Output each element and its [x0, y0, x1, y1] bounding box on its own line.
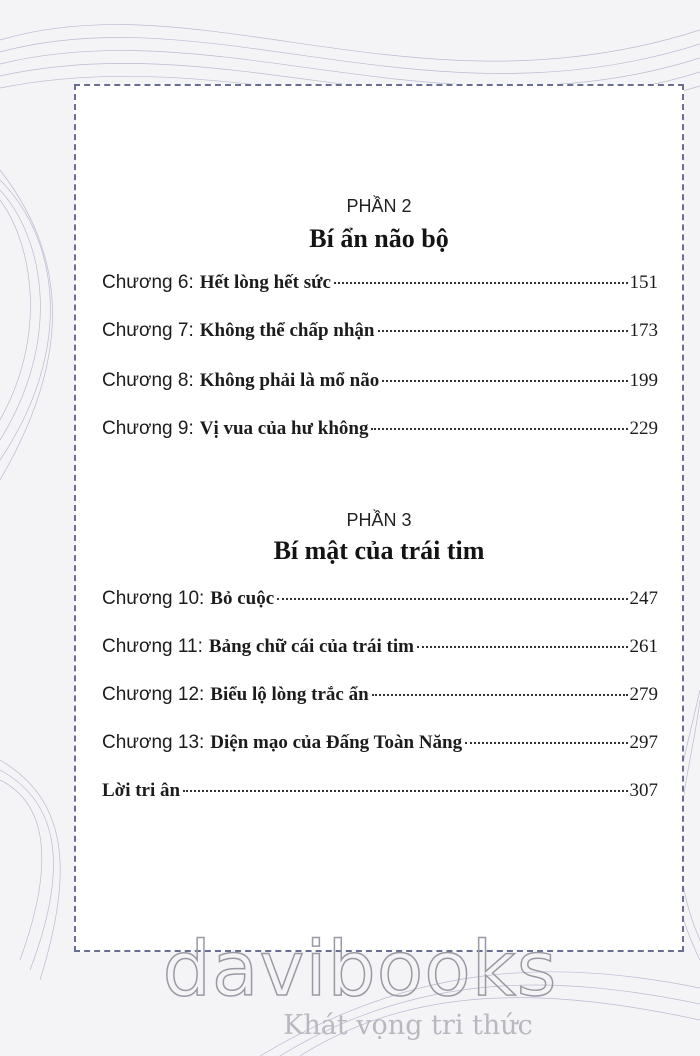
page-number: 199	[629, 370, 658, 391]
chapter-number: Chương 7:	[102, 320, 194, 341]
chapter-title: Bỏ cuộc	[210, 588, 275, 609]
toc-frame	[74, 84, 684, 952]
page-number: 261	[629, 636, 658, 657]
chapter-title: Vị vua của hư không	[199, 418, 369, 439]
dot-leader	[183, 790, 627, 792]
chapter-title: Bảng chữ cái của trái tim	[208, 636, 414, 657]
dot-leader	[372, 694, 628, 696]
dot-leader	[371, 428, 627, 430]
chapter-number: Chương 13:	[102, 732, 205, 753]
toc-entry[interactable]	[102, 272, 658, 300]
dot-leader	[378, 330, 628, 332]
chapter-title: Diện mạo của Đấng Toàn Năng	[210, 732, 463, 753]
toc-entry-acknowledgements[interactable]	[102, 780, 658, 808]
dot-leader	[334, 282, 628, 284]
page-number: 247	[629, 588, 658, 609]
toc-entry[interactable]	[102, 370, 658, 398]
page-number: 229	[629, 418, 658, 439]
chapter-title: Không phải là mổ não	[199, 370, 380, 391]
dot-leader	[382, 380, 627, 382]
page-number: 279	[629, 684, 658, 705]
chapter-number: Chương 10:	[102, 588, 205, 609]
page-number: 151	[629, 272, 658, 293]
chapter-number: Chương 9:	[102, 418, 194, 439]
toc-entry[interactable]	[102, 636, 658, 664]
part-3-label: PHẦN 3	[346, 510, 412, 530]
page-number: 307	[629, 780, 658, 801]
chapter-number: Chương 6:	[102, 272, 194, 293]
dot-leader	[465, 742, 627, 744]
page-number: 297	[629, 732, 658, 753]
part-3-title: Bí mật của trái tim	[273, 536, 485, 565]
toc-entry[interactable]	[102, 732, 658, 760]
dot-leader	[417, 646, 628, 648]
chapter-number: Chương 8:	[102, 370, 194, 391]
toc-entry[interactable]	[102, 418, 658, 446]
chapter-title: Biểu lộ lòng trắc ẩn	[210, 684, 369, 705]
toc-entry[interactable]	[102, 588, 658, 616]
page-number: 173	[629, 320, 658, 341]
toc-entry[interactable]	[102, 320, 658, 348]
chapter-number: Chương 11:	[102, 636, 203, 657]
chapter-title: Không thể chấp nhận	[199, 320, 375, 341]
toc-entry[interactable]	[102, 684, 658, 712]
watermark-tagline: Khát vọng tri thức	[283, 1010, 533, 1041]
part-2-label: PHẦN 2	[346, 196, 412, 216]
dot-leader	[277, 598, 627, 600]
acknowledgements-title: Lời tri ân	[102, 780, 181, 801]
watermark-brand: davibooks	[162, 924, 558, 1013]
part-2-title: Bí ẩn não bộ	[309, 224, 449, 253]
chapter-number: Chương 12:	[102, 684, 205, 705]
chapter-title: Hết lòng hết sức	[199, 272, 331, 293]
